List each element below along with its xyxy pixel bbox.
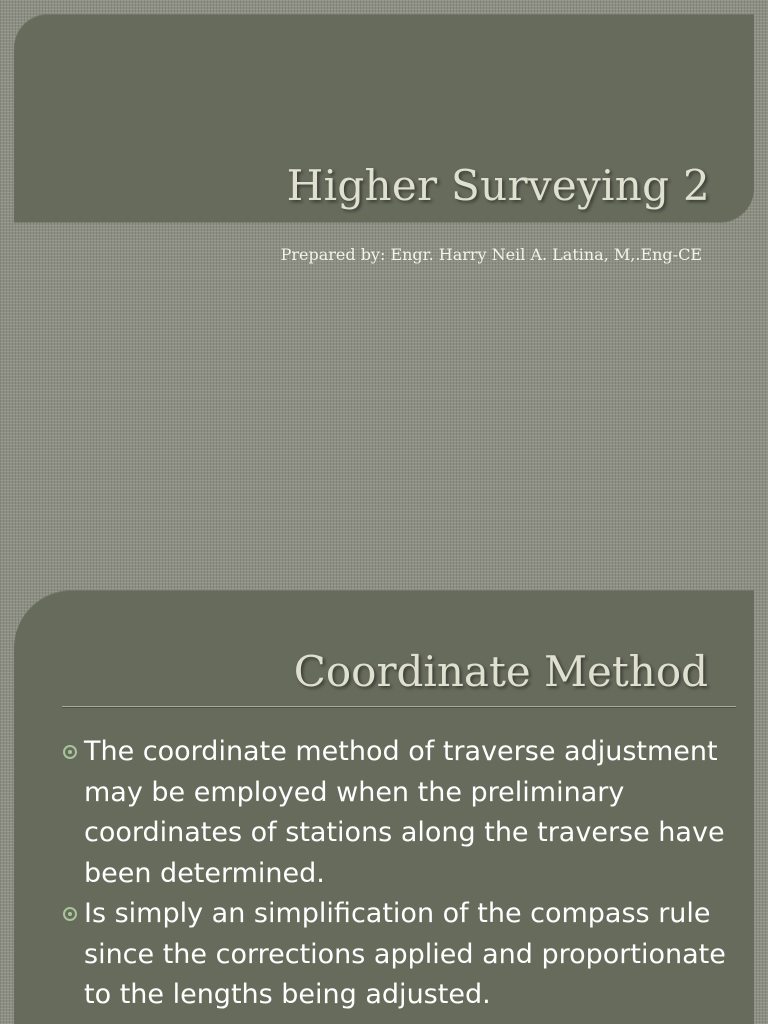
slide-subtitle: Prepared by: Engr. Harry Neil A. Latina, M,.Eng-CE <box>280 245 702 264</box>
bullet-text: Is simply an simplification of the compass rule since the corrections applied and proportionate to the lengths being adjusted. <box>84 898 726 1010</box>
slide-title: Higher Surveying 2 <box>286 161 710 210</box>
bullet-item <box>62 894 752 1016</box>
bullet-item <box>62 732 752 894</box>
content-slide <box>0 580 768 1024</box>
bullet-text: The coordinate method of traverse adjustment may be employed when the preliminary coordinates of stations along the traverse have been determined. <box>84 736 725 889</box>
circle-dot-bullet-icon <box>63 907 77 921</box>
circle-dot-bullet-icon <box>63 745 77 759</box>
content-panel <box>14 590 754 1024</box>
heading-divider <box>62 706 736 707</box>
bullet-list <box>62 732 752 1016</box>
slide-heading: Coordinate Method <box>293 647 708 696</box>
